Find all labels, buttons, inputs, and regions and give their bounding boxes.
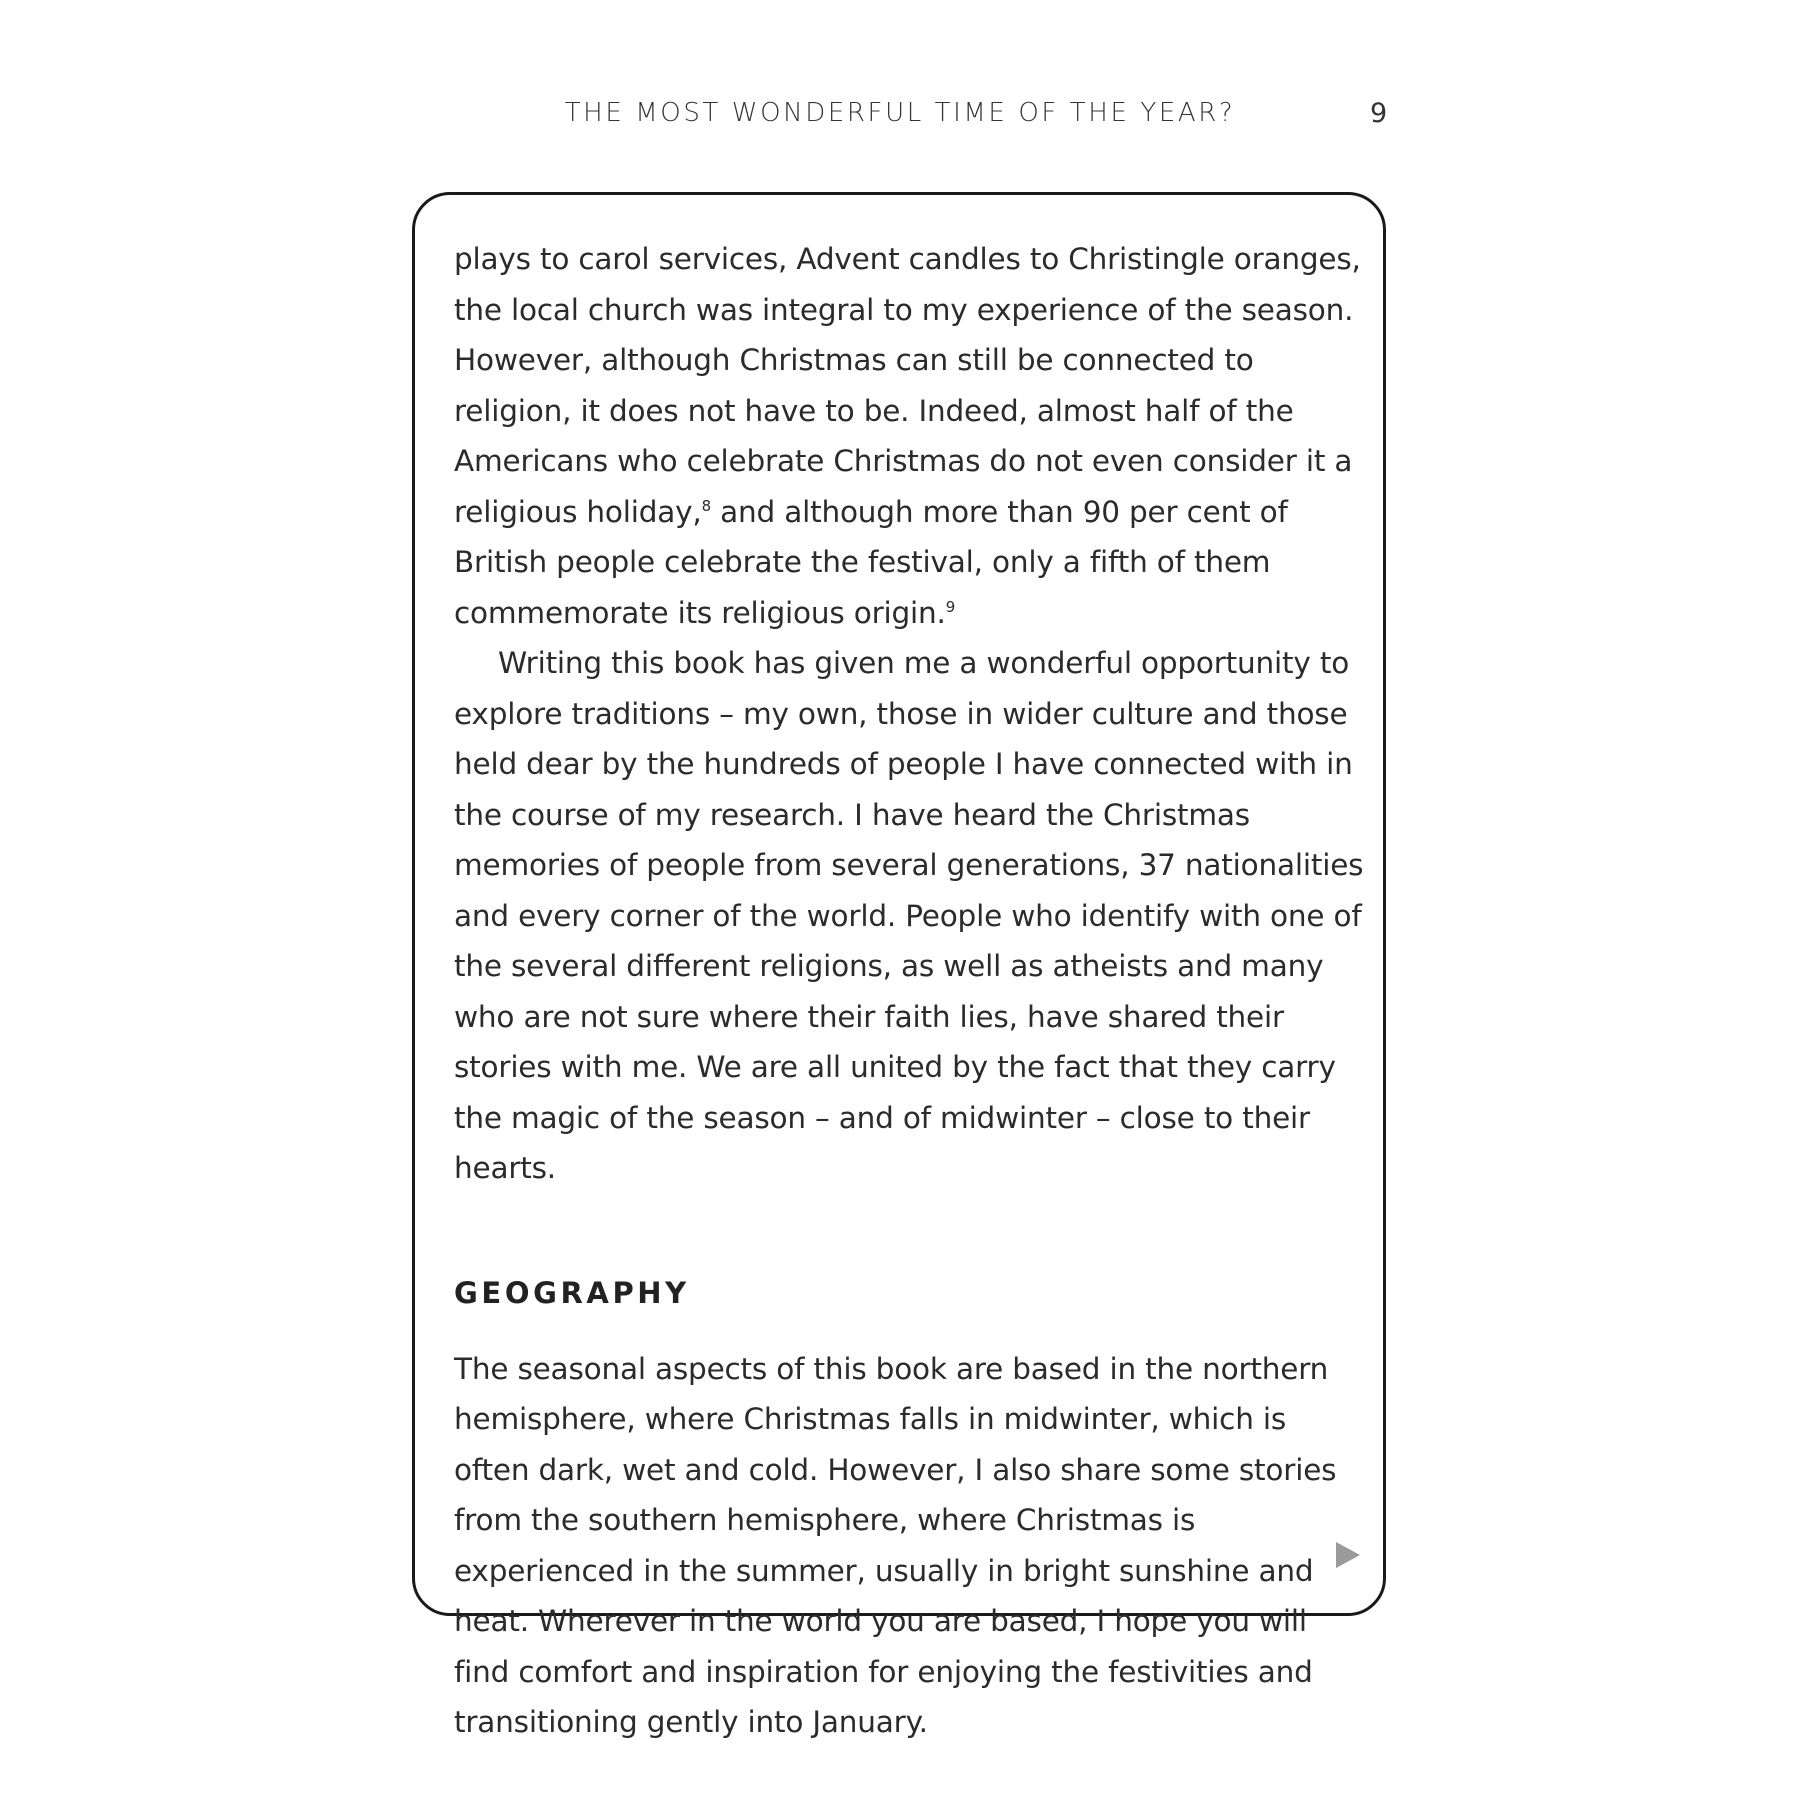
running-head: THE MOST WONDERFUL TIME OF THE YEAR? (564, 98, 1236, 128)
paragraph-3: The seasonal aspects of this book are based in the northern hemisphere, where Christmas falls in midwinter, which is often dark, wet and cold. However, I also share some stories from the southern hemisphere, where Christmas is experienced in the summer, usually in bright sunshine and heat. Wherever in the world you are based, I hope you will find comfort and inspiration for enjoying the festivities and transitioning gently into January. (454, 1351, 1337, 1739)
paragraph-1-text-b: and although more than 90 per cent of British people celebrate the festival, only a fifth of them commemorate its religious origin. (454, 494, 1288, 630)
footnote-marker-9[interactable]: 9 (945, 597, 956, 616)
page-number: 9 (1370, 98, 1388, 129)
section-heading: GEOGRAPHY (454, 1275, 690, 1310)
paragraph-1 (454, 234, 1366, 638)
body-text (454, 234, 1366, 1748)
paragraph-1-text-a: plays to carol services, Advent candles to Christingle oranges, the local church was integral to my experience of the season. However, although Christmas can still be connected to religion, it does not have to be. Indeed, almost half of the Americans who celebrate Christmas do not even consider it a religious holiday, (454, 242, 1361, 529)
paragraph-2: Writing this book has given me a wonderful opportunity to explore traditions – my own, those in wider culture and those held dear by the hundreds of people I have connected with in the course of my research. I have heard the Christmas memories of people from several generations, 37 nationalities and every corner of the world. People who identify with one of the several different religions, as well as atheists and many who are not sure where their faith lies, have shared their stories with me. We are all united by the fact that they carry the magic of the season – and of midwinter – close to their hearts. (454, 646, 1364, 1185)
footnote-marker-8[interactable]: 8 (701, 496, 711, 515)
play-triangle-icon (1336, 1542, 1360, 1568)
